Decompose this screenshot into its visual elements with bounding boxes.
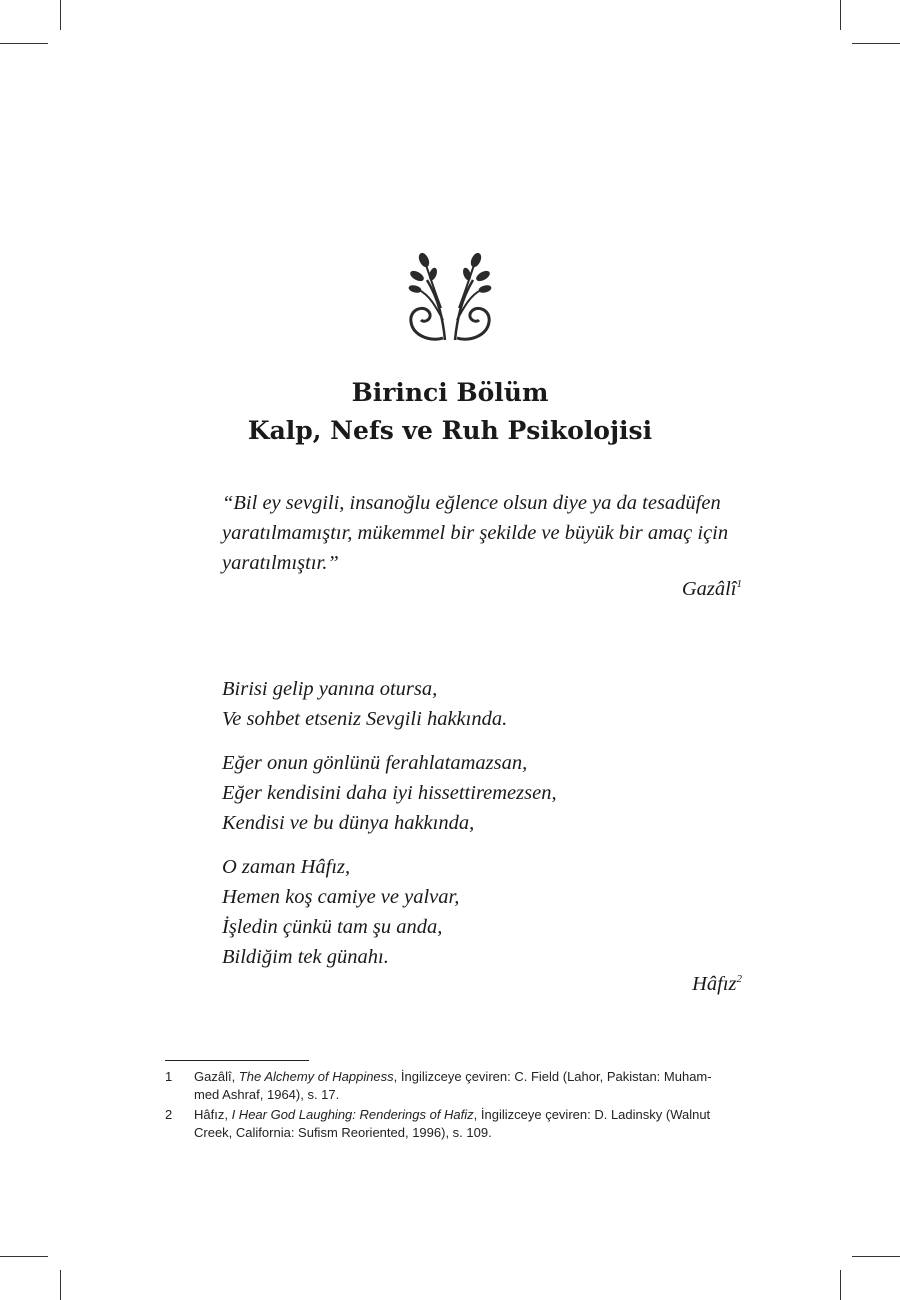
- epigraph-line: yaratılmıştır.”: [222, 552, 339, 574]
- footnote-ref: 2: [736, 973, 742, 986]
- footnote-author: Gazâlî,: [194, 1069, 239, 1084]
- poem-line: Birisi gelip yanına otursa,: [222, 678, 438, 700]
- poem-line: Eğer kendisini daha iyi hissettiremezsen,: [222, 782, 557, 804]
- poem-attribution: [692, 973, 742, 996]
- epigraph-author: Gazâlî: [681, 578, 737, 600]
- footnote-number: 2: [165, 1107, 173, 1122]
- poem-line: İşledin çünkü tam şu anda,: [222, 916, 443, 938]
- epigraph: [222, 488, 742, 578]
- poem-stanza: [222, 852, 742, 972]
- footnote-work: The Alchemy of Happiness: [238, 1069, 394, 1084]
- footnote: [165, 1068, 740, 1104]
- footnote-text: med Ashraf, 1964), s. 17.: [194, 1087, 340, 1102]
- footnote-ref: 1: [736, 578, 742, 591]
- epigraph-line: “Bil ey sevgili, insanoğlu eğlence olsun diye ya da tesadüfen: [222, 492, 721, 514]
- crop-mark-top-right-h: [852, 43, 900, 44]
- poem-line: Hemen koş camiye ve yalvar,: [222, 886, 460, 908]
- crop-mark-top-left-h: [0, 43, 48, 44]
- crop-mark-bottom-left-v: [60, 1270, 61, 1300]
- poem-line: Eğer onun gönlünü ferahlatamazsan,: [222, 752, 528, 774]
- crop-mark-top-left-v: [60, 0, 61, 30]
- crop-mark-bottom-left-h: [0, 1256, 48, 1257]
- poem-line: Kendisi ve bu dünya hakkında,: [222, 812, 475, 834]
- footnote-divider: [165, 1060, 309, 1061]
- chapter-title: Kalp, Nefs ve Ruh Psikolojisi: [247, 416, 653, 445]
- footnotes: [165, 1068, 740, 1144]
- footnote-text: Creek, California: Sufism Reoriented, 1996), s. 109.: [194, 1125, 492, 1140]
- epigraph-line: yaratılmamıştır, mükemmel bir şekilde ve büyük bir amaç için: [222, 522, 729, 544]
- footnote-author: Hâfız,: [194, 1107, 232, 1122]
- footnote: [165, 1106, 740, 1142]
- crop-mark-bottom-right-v: [840, 1270, 841, 1300]
- footnote-work: I Hear God Laughing: Renderings of Hafiz: [231, 1107, 474, 1122]
- poem-line: Bildiğim tek günahı.: [222, 946, 389, 968]
- floral-ornament-icon: [405, 250, 495, 345]
- footnote-number: 1: [165, 1069, 173, 1084]
- poem-line: O zaman Hâfız,: [222, 856, 351, 878]
- poem-author: Hâfız: [692, 973, 737, 995]
- epigraph-attribution: [682, 578, 742, 601]
- poem-stanza: [222, 674, 742, 734]
- footnote-text: , İngilizceye çeviren: D. Ladinsky (Walnut: [473, 1107, 711, 1122]
- crop-mark-bottom-right-h: [852, 1256, 900, 1257]
- chapter-label: Birinci Bölüm: [351, 378, 549, 407]
- crop-mark-top-right-v: [840, 0, 841, 30]
- poem-stanza: [222, 748, 742, 838]
- poem-line: Ve sohbet etseniz Sevgili hakkında.: [222, 708, 508, 730]
- footnote-text: , İngilizceye çeviren: C. Field (Lahor, Pakistan: Muham-: [393, 1069, 712, 1084]
